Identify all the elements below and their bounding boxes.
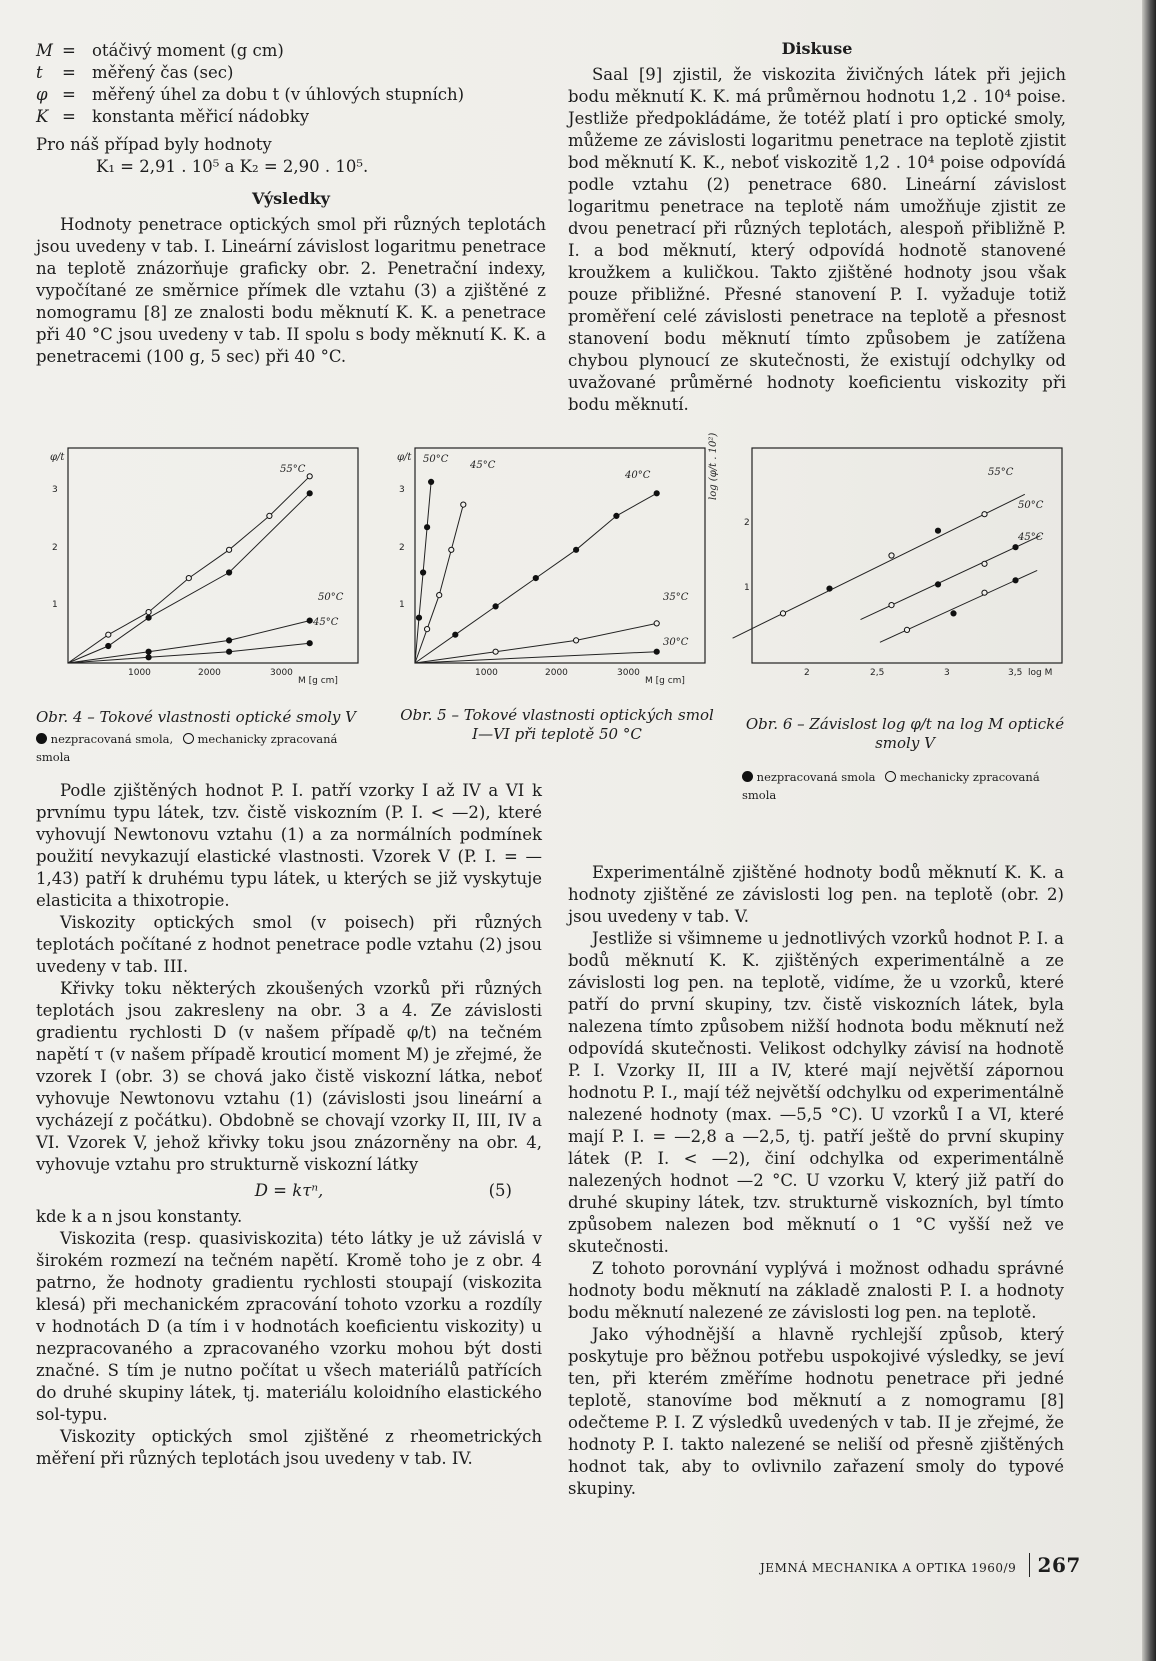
curve-label: 50°C (423, 454, 449, 465)
data-point (461, 502, 466, 507)
data-point (425, 525, 430, 530)
curve-label: 35°C (663, 592, 689, 603)
figure-4-caption: Obr. 4 – Tokové vlastnosti optické smoly V (36, 708, 356, 726)
paragraph: Křivky toku některých zkoušených vzorků při různých teplotách jsou zakresleny na obr. 3 a 4. Ze závislosti gradientu rychlosti D (v našem případě φ/t) na tečném napětí τ (v našem případě krouticí moment M) je zřejmé, že vzorek I (obr. 3) se chová jako čistě viskozní látka, neboť vyhovuje Newtonovu vztahu (1) (závislosti jsou lineární a vycházejí z počátku). Obdobně se chovají vzorky II, III, IV a VI. Vzorek V, jehož křivky toku jsou znázorněny na obr. 4, vyhovuje vztahu pro strukturně viskozní látky (36, 979, 542, 1174)
values-intro: Pro náš případ byly hodnoty (36, 135, 272, 154)
curve-label: 40°C (625, 470, 651, 481)
data-point (574, 547, 579, 552)
right-column-bottom (568, 862, 1064, 1500)
data-point (307, 491, 312, 496)
paragraph: kde k a n jsou konstanty. (36, 1207, 243, 1226)
heading-results: Výsledky (252, 189, 330, 208)
x-tick-label: 2 (804, 668, 810, 678)
journal-name: JEMNÁ MECHANIKA A OPTIKA 1960/9 (760, 1561, 1017, 1575)
figure-4-legend: nezpracovaná smola, mechanicky zpracovaná smola (36, 732, 338, 764)
data-point (935, 528, 940, 533)
data-point (982, 590, 987, 595)
x-tick-label: 1000 (128, 668, 151, 678)
page-number: 267 (1029, 1553, 1081, 1577)
y-tick-label: 1 (744, 583, 750, 593)
def-row: t = měřený čas (sec) (36, 63, 234, 82)
def-row: φ = měřený úhel za dobu t (v úhlových stupních) (36, 85, 465, 104)
paragraph: Podle zjištěných hodnot P. I. patří vzorky I až IV a VI k prvnímu typu látek, tzv. čistě viskozním (P. I. < —2), které vyhovují Newtonovu vztahu (1) a za normálních podmínek použití nevykazují elastické vlastnosti. Vzorek V (P. I. = —1,43) patří k druhému typu látek, u kterých se již vyskytuje elasticita a thixotropie. (36, 781, 542, 910)
y-axis-label: log (φ/t . 10²) (708, 432, 719, 500)
y-tick-label: 2 (52, 543, 58, 553)
data-point (416, 615, 421, 620)
data-point (951, 611, 956, 616)
open-dot-icon (183, 733, 194, 744)
data-point (982, 512, 987, 517)
curve-label: 55°C (280, 464, 306, 475)
paragraph: Viskozity optických smol zjištěné z rheometrických měření při různých teplotách jsou uvedeny v tab. IV. (36, 1427, 542, 1468)
data-point (1013, 578, 1018, 583)
paragraph: Experimentálně zjištěné hodnoty bodů měknutí K. K. a hodnoty zjištěné ze závislosti log pen. na teplotě (obr. 2) jsou uvedeny v tab. V. (568, 863, 1064, 926)
paragraph: Jako výhodnější a hlavně rychlejší způsob, který poskytuje pro běžnou potřebu uspokojivé výsledky, se jeví ten, při kterém změříme hodnotu penetrace při jedné teplotě, stanovíme bod měknutí a z nomogramu [8] odečteme P. I. Z výsledků uvedených v tab. II je zřejmé, že hodnoty P. I. takto nalezené se neliší od přesně zjištěných hodnot tak, aby to ovlivnilo zařazení smoly do typové skupiny. (568, 1325, 1064, 1498)
def-row: K = konstanta měřicí nádobky (36, 107, 310, 126)
data-point (425, 627, 430, 632)
x-tick-label: 2000 (198, 668, 221, 678)
data-point (106, 632, 111, 637)
data-point (437, 593, 442, 598)
x-axis-label: log M (1028, 668, 1053, 678)
data-point (493, 649, 498, 654)
right-column-top (568, 38, 1066, 416)
symbol-definitions (36, 40, 546, 128)
data-point (146, 655, 151, 660)
constants-line: K₁ = 2,91 . 10⁵ a K₂ = 2,90 . 10⁵. (96, 157, 369, 176)
figure-6-caption: Obr. 6 – Závislost log φ/t na log M optické smoly V (745, 715, 1065, 752)
data-point (146, 649, 151, 654)
y-axis-label: φ/t (50, 452, 65, 463)
paragraph: Viskozity optických smol (v poisech) při různých teplotách počítané z hodnot penetrace podle vztahu (2) jsou uvedeny v tab. III. (36, 913, 542, 976)
data-point (421, 570, 426, 575)
filled-dot-icon (742, 771, 753, 782)
data-point (267, 513, 272, 518)
data-point (227, 570, 232, 575)
discussion-paragraph: Saal [9] zjistil, že viskozita živičných látek při jejich bodu měknutí K. K. má průměrnou hodnotu 1,2 . 10⁴ poise. Jestliže předpokládáme, že totéž platí i pro optické smoly, můžeme ze závislosti logaritmu penetrace na teplotě zjistit bod měknutí K. K., neboť viskozitě 1,2 . 10⁴ poise odpovídá podle vztahu (2) penetrace 680. Lineární závislost logaritmu penetrace na teplotě nám umožňuje zjistit ze dvou penetrací při různých teplotách, alespoň přibližně P. I. a bod měknutí, který odpovídá hodnotě stanovené kroužkem a kuličkou. Takto zjištěné hodnoty jsou však pouze přibližné. Přesné stanovení P. I. vyžaduje totiž proměření celé závislosti penetrace na teplotě a přesnost stanovení bodu měknutí tímto způsobem je zatížena chybou plynoucí ze skutečnosti, že existují odchylky od uvažované průměrné hodnoty koeficientu viskozity při bodu měknutí. (568, 65, 1066, 414)
data-point (935, 582, 940, 587)
data-point (889, 553, 894, 558)
paragraph: Z tohoto porovnání vyplývá i možnost odhadu správné hodnoty bodu měknutí na základě znalosti P. I. a hodnoty bodu měknutí nalezené ze závislosti log pen. na teplotě. (568, 1259, 1064, 1322)
series-line (68, 621, 310, 663)
series-marks (733, 494, 1041, 642)
curve-label: 50°C (318, 592, 344, 603)
series-marks (415, 479, 659, 663)
x-tick-label: 2,5 (870, 668, 885, 678)
data-point (654, 491, 659, 496)
data-point (493, 604, 498, 609)
figure-6-legend: nezpracovaná smola mechanicky zpracovaná smola (742, 770, 1040, 802)
data-point (654, 649, 659, 654)
data-point (186, 576, 191, 581)
data-point (889, 603, 894, 608)
x-tick-label: 2000 (545, 668, 568, 678)
x-tick-label: 3,5 (1008, 668, 1023, 678)
plot-frame (415, 448, 705, 663)
filled-dot-icon (36, 733, 47, 744)
figure-4-chart (48, 440, 368, 690)
data-point (574, 638, 579, 643)
results-paragraph: Hodnoty penetrace optických smol při různých teplotách jsou uvedeny v tab. I. Lineární závislost logaritmu penetrace na teplotě znázorňuje graficky obr. 2. Penetrační indexy, vypočítané ze směrnice přímek dle vztahu (3) a zjištěné z nomogramu [8] ze znalosti bodu měknutí K. K. a penetrace při 40 °C jsou uvedeny v tab. II spolu s body měknutí K. K. a penetracemi (100 g, 5 sec) při 40 °C. (36, 215, 546, 366)
data-point (146, 610, 151, 615)
figure-5-caption: Obr. 5 – Tokové vlastnosti optických smol I—VI při teplotě 50 °C (400, 706, 714, 743)
x-axis-label: M [g cm] (298, 676, 338, 686)
x-tick-label: 3000 (270, 668, 293, 678)
data-point (780, 611, 785, 616)
x-tick-label: 3000 (617, 668, 640, 678)
data-point (614, 513, 619, 518)
data-point (307, 474, 312, 479)
data-point (227, 638, 232, 643)
data-point (227, 547, 232, 552)
data-point (449, 547, 454, 552)
x-tick-label: 1000 (475, 668, 498, 678)
data-point (453, 632, 458, 637)
data-point (106, 643, 111, 648)
curve-label: 45°C (313, 617, 339, 628)
y-tick-label: 3 (52, 485, 58, 495)
y-axis-label: φ/t (397, 452, 412, 463)
curve-label: 30°C (663, 637, 689, 648)
series-line (733, 494, 1025, 638)
paragraph: Viskozita (resp. quasiviskozita) této látky je už závislá v širokém rozmezí na tečném napětí. Kromě toho je z obr. 4 patrno, že hodnoty gradientu rychlosti stoupají (viskozita klesá) při mechanickém zpracování tohoto vzorku a rozdíly v hodnotách D (a tím i v hodnotách koeficientu viskozity) u nezpracovaného a zpracovaného vzorku mohou být dosti značné. S tím je nutno počítat u všech materiálů patřících do druhé skupiny látek, tj. materiálu koloidního elastického sol-typu. (36, 1229, 542, 1424)
curve-label: 45°C (1018, 532, 1044, 543)
left-column-top (36, 40, 546, 368)
left-column-bottom (36, 780, 542, 1470)
y-tick-label: 2 (744, 518, 750, 528)
figure-5-chart (395, 440, 715, 690)
open-dot-icon (885, 771, 896, 782)
y-tick-label: 3 (399, 485, 405, 495)
data-point (146, 615, 151, 620)
data-point (904, 627, 909, 632)
y-tick-label: 1 (52, 600, 58, 610)
figure-6-chart (708, 432, 1073, 685)
heading-discussion: Diskuse (781, 39, 853, 58)
curve-label: 45°C (470, 460, 496, 471)
def-row: M = otáčivý moment (g cm) (36, 41, 284, 60)
series-line (68, 476, 310, 663)
curve-label: 50°C (1018, 500, 1044, 511)
data-point (227, 649, 232, 654)
y-tick-label: 2 (399, 543, 405, 553)
data-point (307, 618, 312, 623)
x-axis-label: M [g cm] (645, 676, 685, 686)
binding-shadow (1142, 0, 1156, 1661)
data-point (654, 621, 659, 626)
paragraph: Jestliže si všimneme u jednotlivých vzorků hodnot P. I. a bodů měknutí K. K. zjištěných experimentálně a ze závislosti log pen. na teplotě, vidíme, že u vzorků, které patří do první skupiny, tzv. čistě viskozních látek, byla nalezena tímto způsobem nižší hodnota bodu měknutí než odpovídá skutečnosti. Velikost odchylky závisí na hodnotě P. I. Vzorky II, III a IV, které mají největší zápornou hodnotu P. I., mají též největší odchylku od experimentálně nalezené hodnoty (max. —5,5 °C). U vzorků I a VI, které mají P. I. = —2,8 a —2,5, tj. patří ještě do první skupiny látek (P. I. < —2), činí odchylka od experimentálně nalezených hodnot —2 °C. U vzorku V, který již patří do druhé skupiny látek, tzv. strukturně viskozních, byl tímto způsobem nalezen bod měknutí o 1 °C vyšší než ve skutečnosti. (568, 929, 1064, 1256)
curve-label: 55°C (988, 467, 1014, 478)
data-point (1013, 545, 1018, 550)
series-marks (68, 474, 312, 663)
data-point (533, 576, 538, 581)
data-point (429, 479, 434, 484)
x-tick-label: 3 (944, 668, 950, 678)
y-tick-label: 1 (399, 600, 405, 610)
formula-5: D = kτⁿ, (5) (254, 1181, 512, 1200)
data-point (982, 561, 987, 566)
page-footer (760, 1553, 1081, 1577)
series-line (415, 652, 657, 663)
data-point (827, 586, 832, 591)
data-point (307, 641, 312, 646)
plot-frame (68, 448, 358, 663)
